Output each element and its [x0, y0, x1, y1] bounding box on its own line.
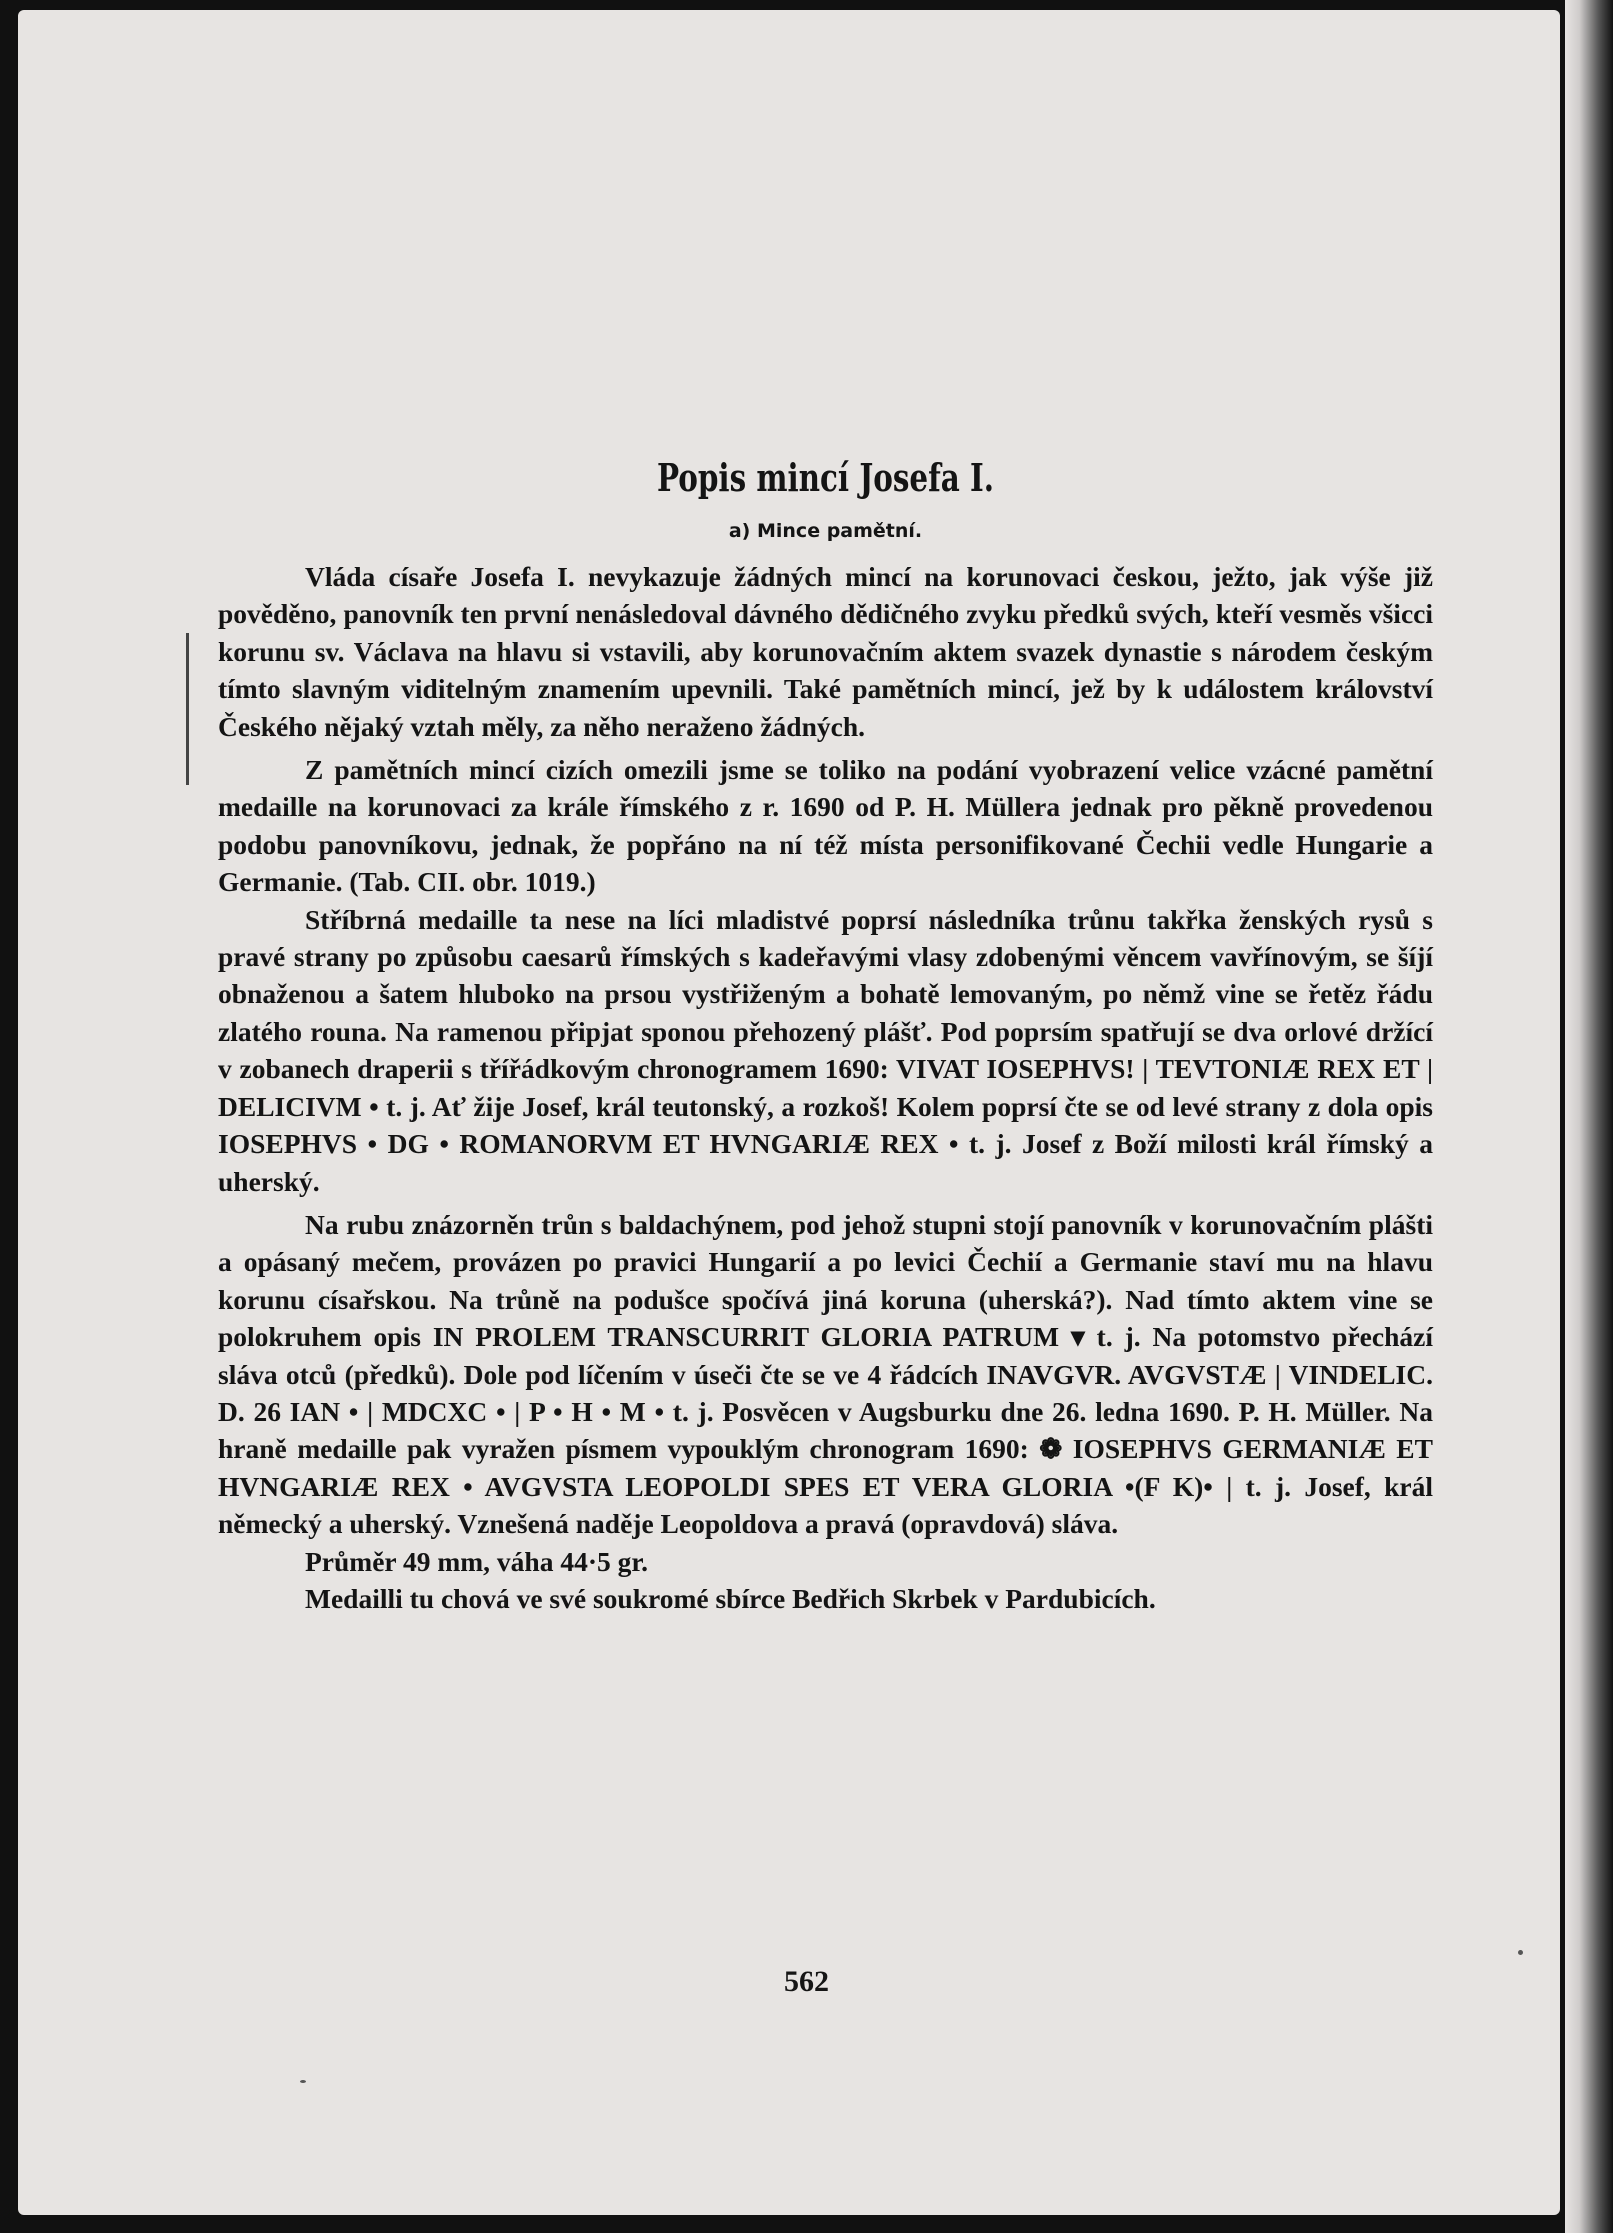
paragraph: Vláda císaře Josefa I. nevykazuje žádných mincí na korunovaci českou, ježto, jak výše již pověděno, panovník ten první nenásledoval dávného dědičného zvyku předků svých, kteří vesměs všicci korunu sv. Václava na hlavu si vstavili, aby korunovačním aktem svazek dynastie s národem českým tímto slavným viditelným znamením upevnili. Také pamětních mincí, jež by k událostem království Českého nějaký vztah měly, za něho neraženo žádných.: [218, 561, 1433, 742]
paragraph: Medailli tu chová ve své soukromé sbírce Bedřich Skrbek v Pardubicích.: [305, 1582, 1156, 1614]
page-title: Popis mincí Josefa I.: [656, 455, 994, 500]
speck: [300, 2080, 306, 2083]
section-subtitle: a) Mince pamětní.: [728, 520, 923, 542]
margin-mark: [186, 633, 189, 785]
paragraph: Na rubu znázorněn trůn s baldachýnem, pod jehož stupni stojí panovník v korunovačním plášti a opásaný mečem, provázen po pravici Hungarií a po levici Čechií a Germanie staví mu na hlavu korunu císařskou. Na trůně na podušce spočívá jiná koruna (uherská?). Nad tímto aktem vine se polokruhem opis IN PROLEM TRANSCURRIT GLORIA PATRUM ▾ t. j. Na potomstvo přechází sláva otců (předků). Dole pod líčením v úseči čte se ve 4 řádcích INAVGVR. AVGVSTÆ | VINDELIC. D. 26 IAN • | MDCXC • | P • H • M • t. j. Posvěcen v Augsburku dne 26. ledna 1690. P. H. Müller. Na hraně medaille pak vyražen písmem vypouklým chronogram 1690: ❁ IOSEPHVS GERMANIÆ ET HVNGARIÆ REX • AVGVSTA LEOPOLDI SPES ET VERA GLORIA •(F K)• | t. j. Josef, král německý a uherský. Vznešená naděje Leopoldova a pravá (opravdová) sláva.: [218, 1208, 1433, 1540]
paragraph: Z pamětních mincí cizích omezili jsme se toliko na podání vyobrazení velice vzácné pamětní medaille na korunovaci za krále římského z r. 1690 od P. H. Müllera jednak pro pěkně provedenou podobu panovníkovu, jednak, že popřáno na ní též místa personifikované Čechii vedle Hungarie a Germanie. (Tab. CII. obr. 1019.): [218, 754, 1433, 898]
speck: [1518, 1950, 1523, 1955]
book-edge: [1565, 0, 1613, 2233]
page-number: 562: [784, 1965, 829, 1998]
paragraph: Stříbrná medaille ta nese na líci mladistvé poprsí následníka trůnu takřka ženských rysů s pravé strany po způsobu caesarů římských s kadeřavými vlasy zdobenými věncem vavřínovým, se šíjí obnaženou a šatem hluboko na prsou vystřiženým a bohatě lemovaným, po němž vine se řetěz řádu zlatého rouna. Na ramenou připjat sponou přehozený plášť. Pod poprsím spatřují se dva orlové držící v zobanech draperii s třířádkovým chronogramem 1690: VIVAT IOSEPHVS! | TEVTONIÆ REX ET | DELICIVM • t. j. Ať žije Josef, král teutonský, a rozkoš! Kolem poprsí čte se od levé strany z dola opis IOSEPHVS • DG • ROMANORVM ET HVNGARIÆ REX • t. j. Josef z Boží milosti král římský a uherský.: [218, 903, 1433, 1197]
text-column: [218, 455, 1433, 1617]
body-text: [218, 558, 1433, 1617]
paragraph: Průměr 49 mm, váha 44·5 gr.: [305, 1545, 648, 1577]
